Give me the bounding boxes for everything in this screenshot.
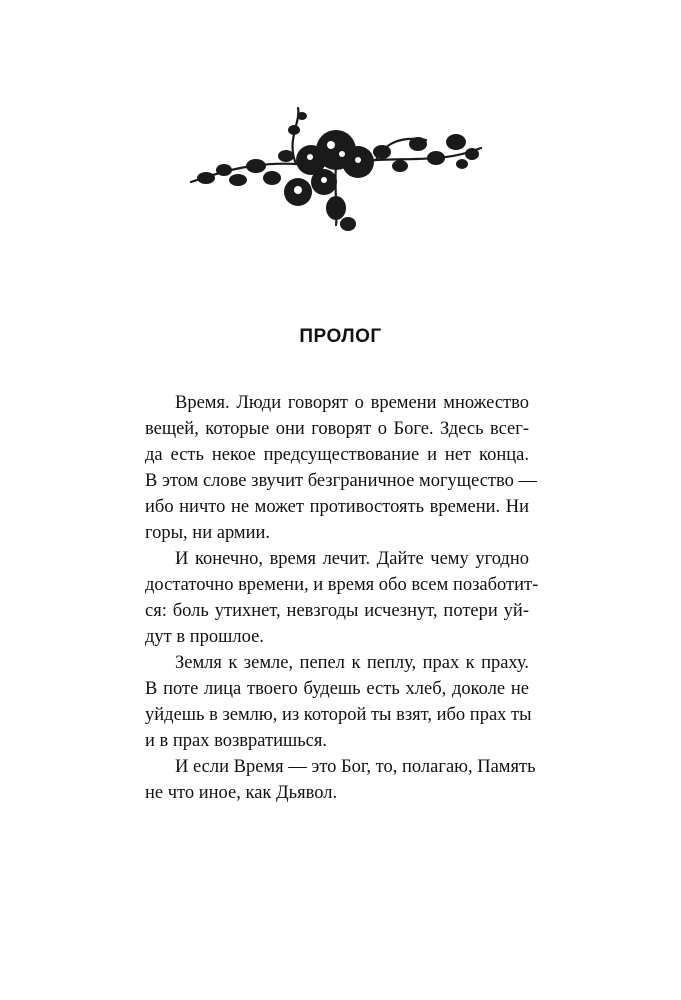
paragraph: [145, 754, 536, 806]
chapter-title: ПРОЛОГ: [299, 326, 382, 347]
text-line: не что иное, как Дьявол.: [145, 783, 338, 803]
floral-vignette-icon: [186, 100, 486, 240]
text-line: Земля к земле, пепел к пеплу, прах к праху.: [175, 653, 529, 673]
text-line: вещей, которые они говорят о Боге. Здесь всег-: [145, 419, 529, 439]
text-line: да есть некое предсуществование и нет конца.: [145, 445, 529, 465]
text-line: В поте лица твоего будешь есть хлеб, доколе не: [145, 679, 529, 699]
paragraph: [145, 650, 532, 754]
paragraph: [145, 390, 537, 546]
text-line: ся: боль утихнет, невзгоды исчезнут, потери уй-: [145, 601, 529, 621]
text-line: уйдешь в землю, из которой ты взят, ибо прах ты: [145, 705, 532, 725]
paragraph: [145, 546, 539, 650]
text-line: дут в прошлое.: [145, 627, 264, 647]
text-line: ибо ничто не может противостоять времени. Ни: [145, 497, 529, 517]
prologue-text: [145, 390, 539, 806]
text-line: И конечно, время лечит. Дайте чему угодно: [175, 549, 529, 569]
text-line: И если Время — это Бог, то, полагаю, Память: [175, 757, 536, 777]
text-line: В этом слове звучит безграничное могущество —: [145, 471, 537, 491]
text-line: горы, ни армии.: [145, 523, 271, 543]
text-line: и в прах возвратишься.: [145, 731, 328, 751]
text-line: Время. Люди говорят о времени множество: [175, 393, 529, 413]
text-line: достаточно времени, и время обо всем позаботит-: [145, 575, 539, 595]
